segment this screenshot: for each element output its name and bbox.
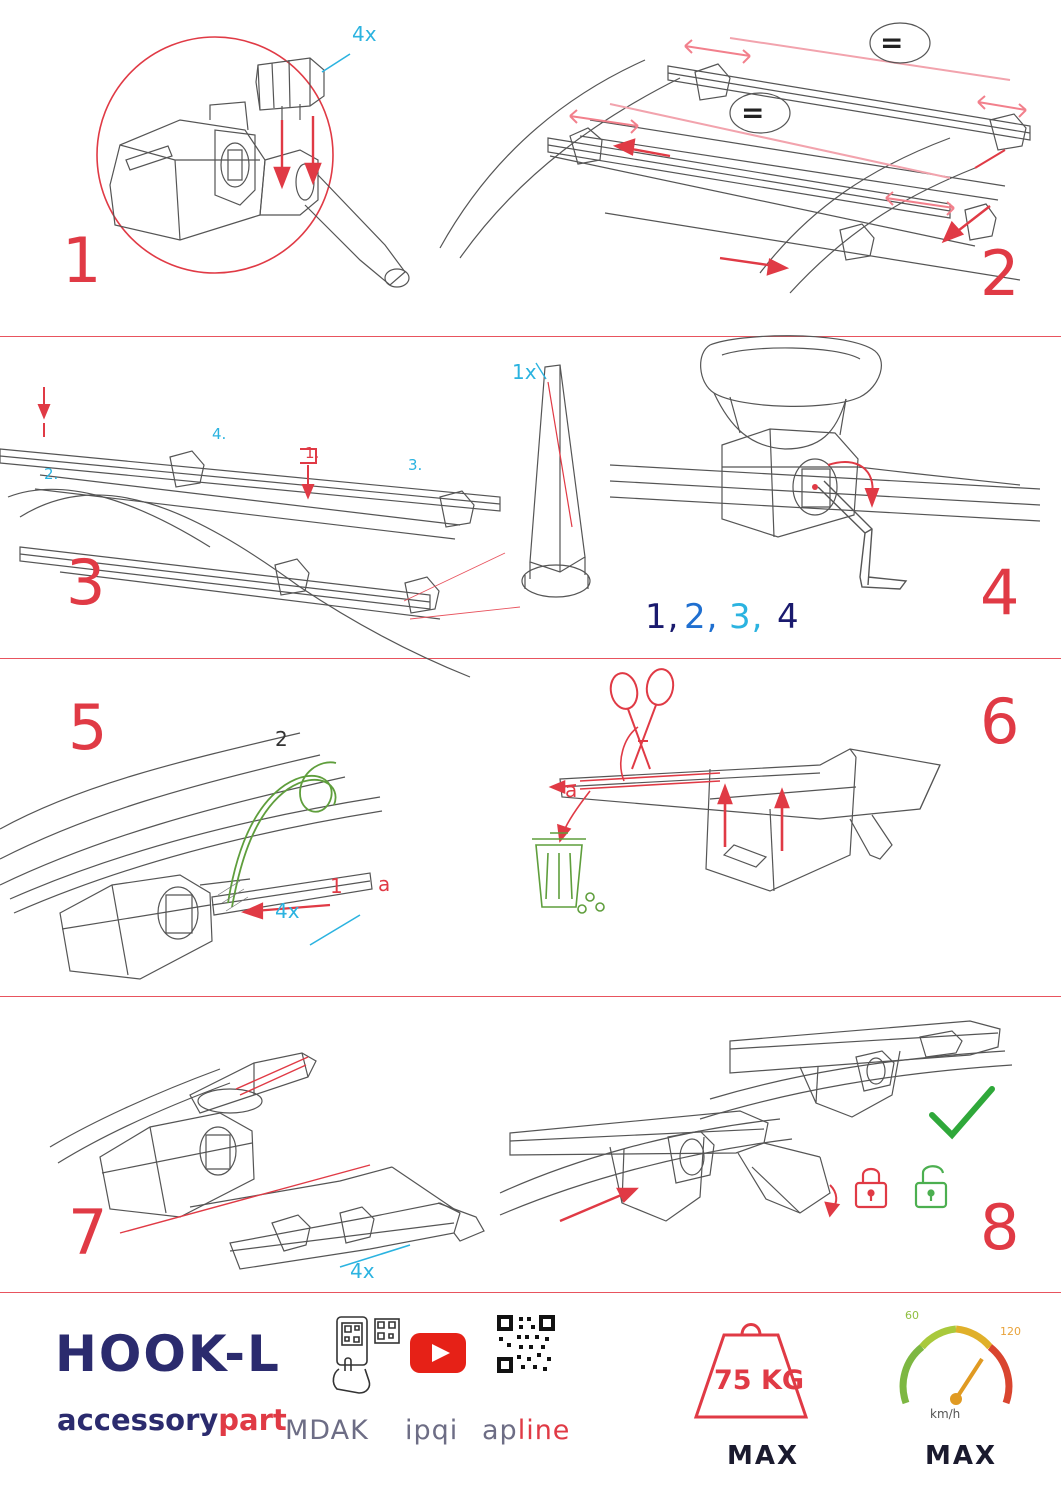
youtube-icon[interactable] bbox=[410, 1333, 466, 1373]
step-8-illustration bbox=[500, 1007, 1030, 1287]
step-4-seq-4: 4 bbox=[777, 597, 800, 637]
step-6-illustration bbox=[520, 669, 980, 969]
step-6-label-a: a bbox=[565, 778, 578, 802]
step-2-equal-sign-2: = bbox=[741, 96, 765, 129]
step-8-number: 8 bbox=[980, 1191, 1021, 1264]
product-name: HOOK-L bbox=[55, 1325, 281, 1383]
step-band-2 bbox=[0, 337, 1061, 658]
step-6-number: 6 bbox=[980, 685, 1021, 758]
step-7-label-4x: 4x bbox=[350, 1259, 375, 1283]
step-3-label-1: 1. bbox=[305, 444, 320, 462]
step-1-illustration bbox=[60, 10, 400, 310]
step-7-illustration bbox=[40, 1017, 500, 1287]
step-3-number: 3 bbox=[66, 546, 107, 619]
max-speed-label: MAX bbox=[925, 1441, 998, 1471]
partner-mdak-label: MDAK bbox=[285, 1415, 369, 1446]
step-2-equal-sign-1: = bbox=[880, 26, 904, 59]
step-5-label-4x: 4x bbox=[275, 899, 300, 923]
qr-scan-hand-icon bbox=[325, 1313, 405, 1397]
footer bbox=[0, 1293, 1061, 1500]
max-weight-label: MAX bbox=[727, 1441, 800, 1471]
partner-mdak bbox=[285, 1415, 369, 1446]
step-5-label-1: 1 bbox=[330, 874, 343, 898]
step-4-seq-3: 3, bbox=[729, 597, 764, 637]
speed-tick-120: 120 bbox=[1000, 1325, 1021, 1338]
partner-apline-label: ap bbox=[482, 1415, 518, 1446]
step-band-3 bbox=[0, 659, 1061, 996]
partner-ipqi-label: ipqi bbox=[405, 1415, 459, 1446]
speed-unit: km/h bbox=[930, 1407, 961, 1421]
brand-tagline-part2: part bbox=[218, 1403, 287, 1437]
partner-apline bbox=[482, 1415, 570, 1446]
step-2-number: 2 bbox=[980, 237, 1021, 310]
step-1-label-4x: 4x bbox=[352, 22, 377, 46]
step-5-label-2: 2 bbox=[275, 727, 288, 751]
brand-tagline bbox=[57, 1403, 287, 1437]
partner-ipqi bbox=[405, 1415, 458, 1446]
step-5-number: 5 bbox=[68, 691, 109, 764]
step-5-illustration bbox=[0, 689, 440, 989]
step-band-4 bbox=[0, 997, 1061, 1292]
step-band-1 bbox=[0, 0, 1061, 336]
step-4-number: 4 bbox=[980, 556, 1021, 629]
step-3-label-3: 3. bbox=[408, 456, 423, 474]
step-5-label-a: a bbox=[378, 872, 391, 896]
step-3-label-4: 4. bbox=[212, 425, 227, 443]
step-3-label-1x: 1x bbox=[512, 360, 537, 384]
step-2-illustration bbox=[430, 8, 1040, 308]
brand-tagline-part1: accessory bbox=[57, 1403, 219, 1437]
step-4-seq-1: 1, bbox=[645, 597, 680, 637]
step-1-number: 1 bbox=[62, 224, 103, 297]
partner-apline-accent: line bbox=[517, 1415, 571, 1446]
max-weight-value: 75 KG bbox=[714, 1365, 805, 1396]
step-3-label-2: 2. bbox=[44, 465, 59, 483]
step-4-seq-2: 2, bbox=[684, 597, 719, 637]
qr-code-icon bbox=[495, 1313, 557, 1375]
step-7-number: 7 bbox=[68, 1196, 109, 1269]
speed-tick-60: 60 bbox=[905, 1309, 919, 1322]
